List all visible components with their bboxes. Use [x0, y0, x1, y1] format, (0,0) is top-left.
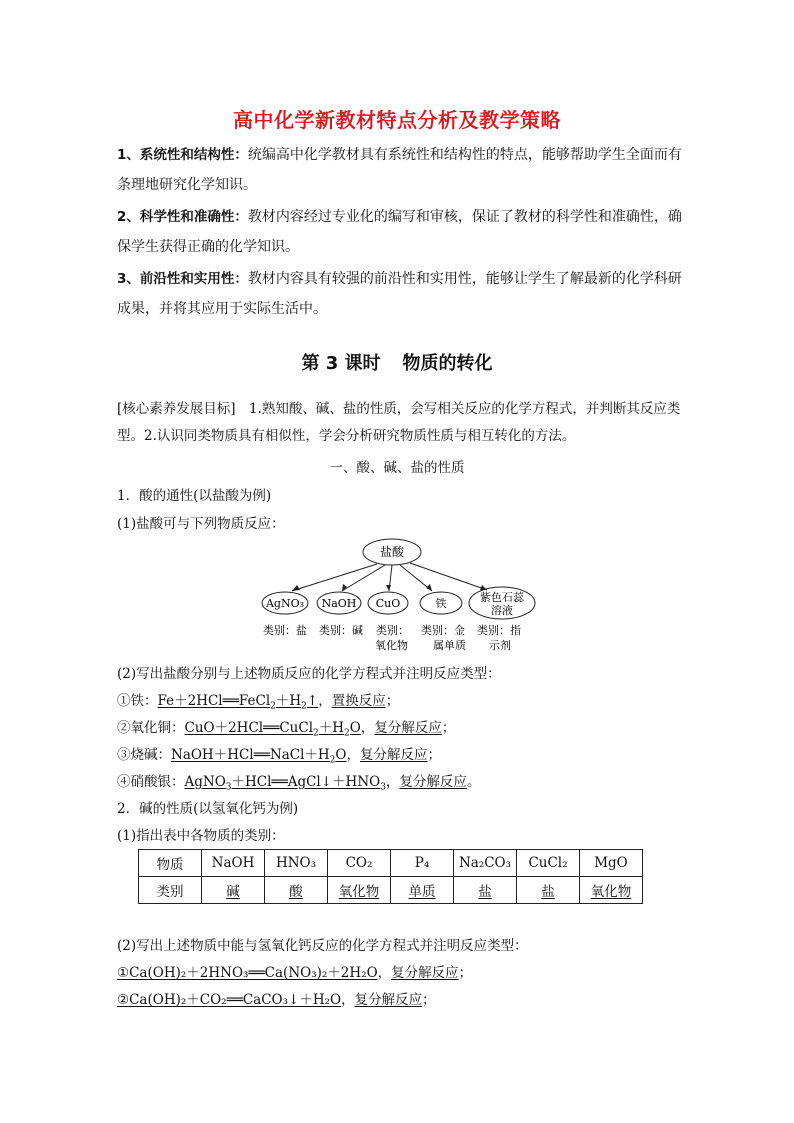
- table-cell: HNO₃: [265, 850, 328, 877]
- table-cell: CuCl₂: [517, 850, 580, 877]
- lesson-topic: 物质的转化: [402, 353, 493, 374]
- node-agno3-label: AgNO₃: [265, 597, 305, 610]
- feature-3: [117, 264, 683, 324]
- node-cuo-label: CuO: [375, 597, 401, 610]
- table-cell: CO₂: [328, 850, 391, 877]
- table-cell: 单质: [391, 877, 454, 904]
- base-sub2: (2)写出上述物质中能与氢氧化钙反应的化学方程式并注明反应类型：: [117, 938, 528, 954]
- arrow-5: [410, 563, 487, 590]
- category-4b: 属单质: [433, 639, 466, 652]
- category-5: 类别：指: [477, 624, 521, 637]
- arrow-2: [342, 565, 385, 591]
- center-node-label: 盐酸: [379, 545, 405, 559]
- feature-3-text: 教材内容具有较强的前沿性和实用性，能够让学生了解最新的化学科研成果，并将其应用于实际生活中。: [117, 271, 682, 317]
- feature-1: [117, 140, 683, 200]
- base-heading: 2．碱的性质(以氢氧化钙为例): [117, 801, 299, 817]
- feature-3-label: 3、前沿性和实用性：: [117, 271, 248, 287]
- feature-2-label: 2、科学性和准确性：: [117, 209, 248, 225]
- table-cell: NaOH: [202, 850, 265, 877]
- lesson-title: [0, 349, 794, 375]
- acid-sub2: (2)写出盐酸分别与上述物质反应的化学方程式并注明反应类型：: [117, 666, 501, 682]
- classification-table: [138, 849, 643, 904]
- table-header-cell: 物质: [139, 850, 202, 877]
- table-cell: 碱: [202, 877, 265, 904]
- lesson-number: 第 3 课时: [301, 353, 381, 374]
- table-cell: 盐: [517, 877, 580, 904]
- table-cell: Na₂CO₃: [454, 850, 517, 877]
- table-header-cell: 类别: [139, 877, 202, 904]
- category-5b: 示剂: [489, 639, 511, 652]
- feature-1-text: 统编高中化学教材具有系统性和结构性的特点，能够帮助学生全面而有条理地研究化学知识。: [117, 147, 682, 193]
- feature-2-text: 教材内容经过专业化的编写和审核，保证了教材的科学性和准确性，确保学生获得正确的化学知识。: [117, 209, 682, 255]
- acid-reaction-diagram: [255, 534, 545, 656]
- category-3: 类别：: [376, 624, 409, 637]
- category-2: 类别：碱: [319, 624, 363, 637]
- acid-heading: 1．酸的通性(以盐酸为例): [117, 488, 272, 504]
- node-litmus-label-1: 紫色石蕊: [480, 591, 524, 604]
- category-3b: 氧化物: [375, 639, 408, 652]
- base-reaction-1: ①Ca(OH)₂＋2HNO₃══Ca(NO₃)₂＋2H₂O，复分解反应；: [117, 965, 473, 981]
- page-title: 高中化学新教材特点分析及教学策略: [233, 108, 561, 132]
- table-cell: 氧化物: [328, 877, 391, 904]
- node-iron-label: 铁: [435, 597, 447, 610]
- category-4: 类别：金: [421, 624, 465, 637]
- base-reaction-2: ②Ca(OH)₂＋CO₂══CaCO₃↓＋H₂O，复分解反应；: [117, 992, 436, 1008]
- section-heading: 一、酸、碱、盐的性质: [329, 460, 465, 476]
- table-cell: 酸: [265, 877, 328, 904]
- acid-sub1: (1)盐酸可与下列物质反应：: [117, 516, 285, 532]
- table-cell: MgO: [580, 850, 643, 877]
- core-goal: [核心素养发展目标] 1.熟知酸、碱、盐的性质，会写相关反应的化学方程式，并判断其反应类型。2.认识同类物质具有相似性，学会分析研究物质性质与相互转化的方法。: [117, 401, 681, 444]
- table-row: [139, 877, 643, 904]
- node-litmus-label-2: 溶液: [491, 604, 513, 617]
- base-sub1: (1)指出表中各物质的类别：: [117, 828, 285, 844]
- reaction-1: ①铁：$Fe+2HCl══FeCl_2+H_2↑$，置换反应；: [117, 693, 400, 712]
- feature-1-label: 1、系统性和结构性：: [117, 147, 248, 163]
- table-cell: P₄: [391, 850, 454, 877]
- feature-2: [117, 202, 683, 262]
- reaction-4: ④硝酸银：$AgNO_3+HCl══AgCl↓+HNO_3$，复分解反应。: [117, 774, 481, 793]
- reaction-3: ③烧碱：$NaOH+HCl══NaCl+H_2O$，复分解反应；: [117, 747, 441, 766]
- node-naoh-label: NaOH: [321, 597, 357, 610]
- table-row: [139, 850, 643, 877]
- table-cell: 盐: [454, 877, 517, 904]
- category-1: 类别：盐: [263, 624, 307, 637]
- reaction-2: ②氧化铜：$CuO+2HCl══CuCl_2+H_2O$，复分解反应；: [117, 720, 456, 739]
- table-cell: 氧化物: [580, 877, 643, 904]
